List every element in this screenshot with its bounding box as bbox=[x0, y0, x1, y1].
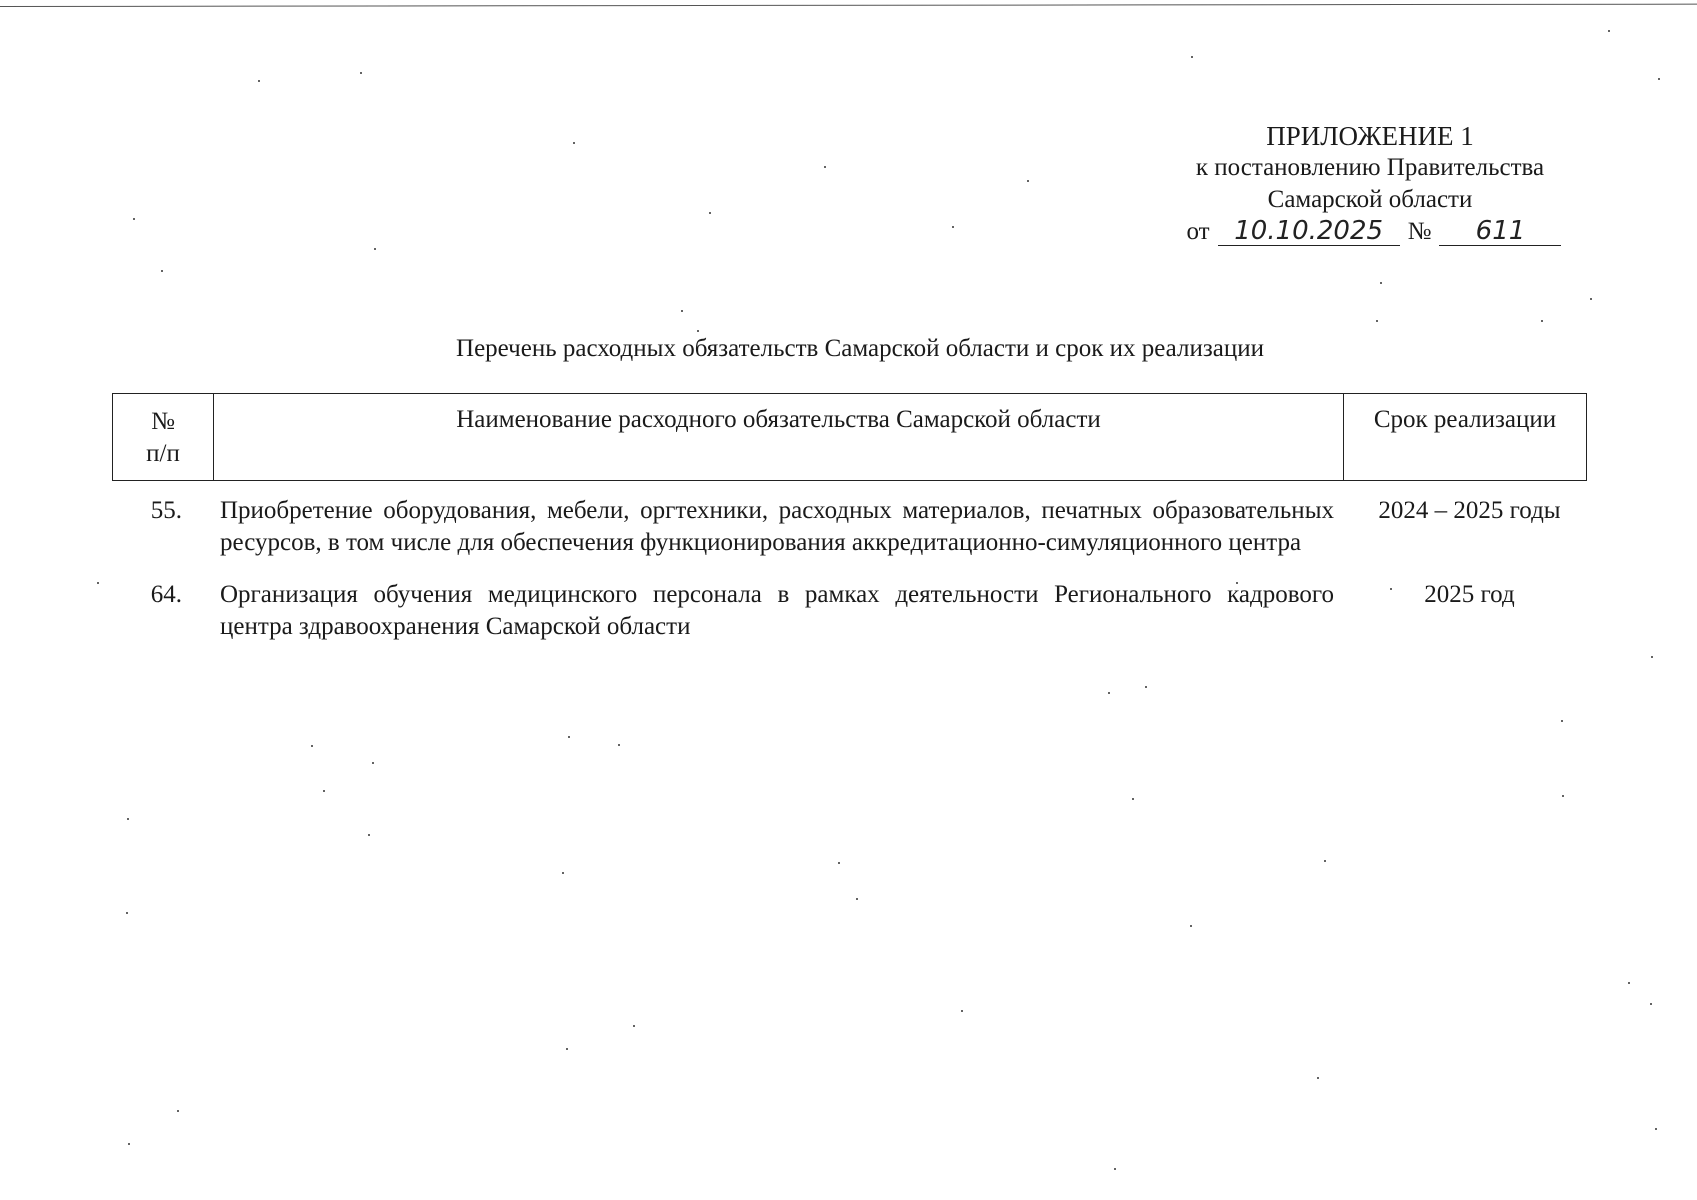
row-name: Приобретение оборудования, мебели, оргтехники, расходных материалов, печатных образовательных ресурсов, в том числе для обеспечения функционирования аккредитационно-симуляционного центра bbox=[220, 497, 1334, 556]
row-term: 2025 год bbox=[1424, 581, 1515, 608]
header-term: Срок реализации bbox=[1343, 394, 1586, 480]
appendix-line-decree: к постановлению Правительства bbox=[1195, 154, 1545, 181]
decree-date-number bbox=[1158, 216, 1590, 248]
scan-edge bbox=[0, 4, 1697, 7]
appendix-line-region: Самарской области bbox=[1267, 186, 1473, 213]
table-row bbox=[112, 495, 1587, 559]
table-header bbox=[112, 393, 1587, 481]
date-prefix: от bbox=[1186, 218, 1210, 245]
row-term: 2024 – 2025 годы bbox=[1378, 497, 1561, 524]
table-row bbox=[112, 579, 1587, 643]
row-number: 64. bbox=[150, 581, 182, 608]
handwritten-number: 611 bbox=[1439, 217, 1561, 246]
number-prefix: № bbox=[1407, 218, 1432, 245]
row-number: 55. bbox=[150, 497, 182, 524]
row-name: Организация обучения медицинского персонала в рамках деятельности Регионального кадрового центра здравоохранения Самарской области bbox=[220, 581, 1334, 640]
table-body bbox=[112, 495, 1587, 663]
header-name: Наименование расходного обязательства Самарской области bbox=[213, 394, 1343, 480]
header-number: № п/п bbox=[146, 408, 180, 467]
appendix-title: ПРИЛОЖЕНИЕ 1 bbox=[1266, 121, 1474, 151]
handwritten-date: 10.10.2025 bbox=[1218, 217, 1400, 246]
document-title: Перечень расходных обязательств Самарской области и срок их реализации bbox=[456, 335, 1264, 362]
appendix-header bbox=[1150, 120, 1590, 248]
